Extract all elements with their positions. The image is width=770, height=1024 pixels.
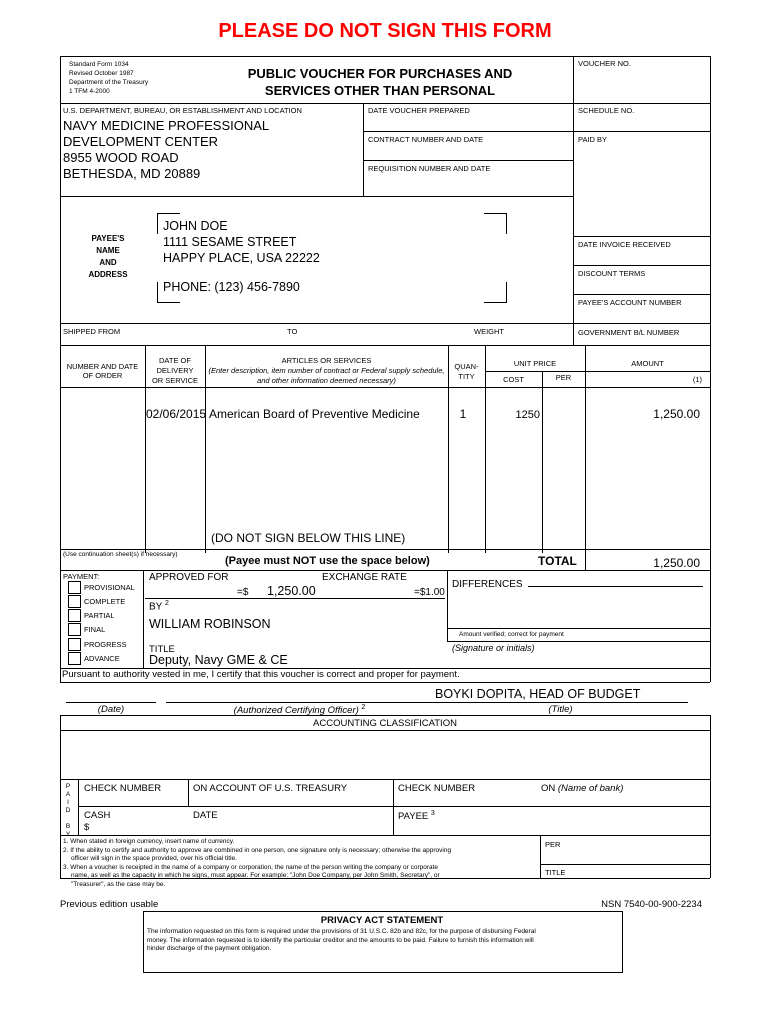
col-number-order xyxy=(60,362,145,380)
advance-checkbox[interactable] xyxy=(68,652,81,665)
continuation-note: (Use continuation sheet(s) if necessary) xyxy=(63,551,178,558)
notes-title-label: TITLE xyxy=(545,868,566,877)
paid-by-letter: Y xyxy=(65,831,71,838)
complete-checkbox[interactable] xyxy=(68,595,81,608)
approved-for-label: APPROVED FOR xyxy=(149,572,229,583)
col-articles-title: ARTICLES OR SERVICES xyxy=(281,356,372,365)
on-bank-label xyxy=(541,783,623,794)
frame-top xyxy=(60,56,710,57)
exchange-rate-label: EXCHANGE RATE xyxy=(322,572,407,583)
differences-label: DIFFERENCES xyxy=(452,579,523,590)
col-date-delivery xyxy=(145,356,205,386)
dept: Department of the Treasury xyxy=(69,79,149,86)
payee-street: 1111 SESAME STREET xyxy=(163,235,297,249)
col-quantity xyxy=(448,362,485,382)
previous-edition: Previous edition usable xyxy=(60,899,159,910)
provisional-checkbox[interactable] xyxy=(68,581,81,594)
row-qty: 1 xyxy=(459,407,467,421)
note-2b: officer will sign in the space provided, over his official title. xyxy=(71,855,237,862)
cash-dollar: $ xyxy=(84,822,90,833)
exchange-rate-value: =$1.00 xyxy=(414,587,445,598)
payee-label xyxy=(68,233,148,281)
col-amount-note: (1) xyxy=(692,375,702,384)
payee-must-not-note: (Payee must NOT use the space below) xyxy=(225,555,430,567)
privacy-line3: hinder discharge of the payment obligation. xyxy=(147,945,272,952)
title-line2: SERVICES OTHER THAN PERSONAL xyxy=(264,83,496,98)
accounting-classification-label: ACCOUNTING CLASSIFICATION xyxy=(313,718,457,729)
on-account-label: ON ACCOUNT OF U.S. TREASURY xyxy=(193,783,348,794)
privacy-line2: money. The information requested is to identify the particular creditor and the amounts to be paid. Failure to furnish this information will xyxy=(147,936,534,944)
row-date: 02/06/2015 xyxy=(146,407,207,421)
requisition-number-label: REQUISITION NUMBER AND DATE xyxy=(368,164,491,173)
total-value: 1,250.00 xyxy=(653,556,700,570)
partial-label: PARTIAL xyxy=(84,611,115,620)
frame-right xyxy=(710,56,711,682)
final-checkbox[interactable] xyxy=(68,623,81,636)
right-col-divider xyxy=(573,56,574,332)
do-not-sign-banner: PLEASE DO NOT SIGN THIS FORM xyxy=(218,20,552,42)
title-caption: (Title) xyxy=(548,704,573,715)
agency-line1: NAVY MEDICINE PROFESSIONAL xyxy=(63,118,270,133)
form-identifier xyxy=(69,60,148,96)
officer-caption-text: (Authorized Certifying Officer) xyxy=(233,705,359,717)
certifying-officer: BOYKI DOPITA, HEAD OF BUDGET xyxy=(435,687,641,701)
weight-label: WEIGHT xyxy=(474,327,504,336)
col-qty-2: TITY xyxy=(458,372,475,381)
paid-date-label: DATE xyxy=(193,810,218,821)
col-date-2: DELIVERY xyxy=(156,366,194,375)
paid-by-letter: I xyxy=(67,799,69,806)
advance-label: ADVANCE xyxy=(84,654,120,663)
shipped-from-label: SHIPPED FROM xyxy=(63,327,121,336)
std-form: Standard Form 1034 xyxy=(69,61,129,68)
total-label: TOTAL xyxy=(538,554,577,568)
discount-terms-label: DISCOUNT TERMS xyxy=(578,269,646,278)
payment-label: PAYMENT: xyxy=(63,572,100,581)
privacy-line1: The information requested on this form is required under the provisions of 31 U.S.C. 82b and 82c, for the purpose of disbursing Federal xyxy=(147,928,536,935)
bracket-bottom-right xyxy=(484,282,507,303)
note-2a: 2. If the ability to certify and authority to approve are combined in one person, one signature only is necessary; otherwise the approving xyxy=(63,846,452,854)
agency-line3: 8955 WOOD ROAD xyxy=(63,150,179,165)
signature-initials-label: (Signature or initials) xyxy=(452,643,535,653)
note-3b: name, as well as the capacity in which he signs, must appear. For example: "John Doe Company, per John Smith, Secretary", or xyxy=(71,872,440,879)
progress-checkbox[interactable] xyxy=(68,638,81,651)
row-amount: 1,250.00 xyxy=(653,407,700,421)
to-label: TO xyxy=(287,327,298,336)
footnotes xyxy=(63,838,451,889)
col-articles xyxy=(205,356,448,386)
agency-address xyxy=(63,118,269,182)
bracket-top-right xyxy=(484,213,507,234)
nsn-number: NSN 7540-00-900-2234 xyxy=(601,899,702,910)
schedule-no-label: SCHEDULE NO. xyxy=(578,106,635,115)
provisional-label: PROVISIONAL xyxy=(84,583,135,592)
paid-by-label: PAID BY xyxy=(578,135,608,144)
date-invoice-received-label: DATE INVOICE RECEIVED xyxy=(578,240,671,249)
agency-label: U.S. DEPARTMENT, BUREAU, OR ESTABLISHMENT AND LOCATION xyxy=(63,106,302,115)
by-sup: 2 xyxy=(164,600,169,607)
approved-amount: 1,250.00 xyxy=(267,584,316,598)
form-title xyxy=(180,65,580,99)
check-number-label: CHECK NUMBER xyxy=(84,783,162,794)
payee-city: HAPPY PLACE, USA 22222 xyxy=(163,251,320,265)
contract-number-label: CONTRACT NUMBER AND DATE xyxy=(368,135,484,144)
payee-label-2: NAME xyxy=(96,246,120,255)
date-caption: (Date) xyxy=(97,704,125,715)
do-not-sign-note: (DO NOT SIGN BELOW THIS LINE) xyxy=(211,531,406,545)
approved-eq: =$ xyxy=(237,587,249,598)
payee-sign-text: PAYEE xyxy=(398,811,429,823)
complete-label: COMPLETE xyxy=(84,597,126,606)
check-number2-label: CHECK NUMBER xyxy=(398,783,476,794)
approver-name: WILLIAM ROBINSON xyxy=(149,617,271,631)
note-3c: "Treasurer", as the case may be. xyxy=(71,880,166,888)
approver-title: Deputy, Navy GME & CE xyxy=(149,653,288,667)
row-cost: 1250 xyxy=(515,409,540,421)
col-unit-price: UNIT PRICE xyxy=(513,359,557,368)
by-label xyxy=(149,600,169,612)
per-label: PER xyxy=(545,840,561,849)
date-voucher-prepared-label: DATE VOUCHER PREPARED xyxy=(368,106,470,115)
partial-checkbox[interactable] xyxy=(68,609,81,622)
revised: Revised October 1987 xyxy=(69,70,134,77)
payee-name: JOHN DOE xyxy=(163,219,228,233)
progress-label: PROGRESS xyxy=(84,640,127,649)
voucher-no-label: VOUCHER NO. xyxy=(578,59,631,68)
col-articles-sub2: and other information deemed necessary) xyxy=(257,376,396,385)
name-of-bank-label: (Name of bank) xyxy=(557,783,624,794)
payee-label-4: ADDRESS xyxy=(88,270,128,279)
payee-label-1: PAYEE'S xyxy=(91,234,125,243)
payee-sign-sup: 3 xyxy=(430,810,435,817)
payee-sign-label xyxy=(398,810,435,822)
col-cost: COST xyxy=(503,375,524,384)
col-qty-1: QUAN- xyxy=(454,362,479,371)
agency-line4: BETHESDA, MD 20889 xyxy=(63,166,201,181)
payee-phone: PHONE: (123) 456-7890 xyxy=(163,280,300,294)
paid-by-vertical-label xyxy=(62,783,74,839)
title-line1: PUBLIC VOUCHER FOR PURCHASES AND xyxy=(247,66,513,81)
payee-account-number-label: PAYEE'S ACCOUNT NUMBER xyxy=(578,298,682,307)
paid-by-letter: D xyxy=(65,807,71,814)
col-amount: AMOUNT xyxy=(631,359,664,368)
col-per: PER xyxy=(555,373,572,382)
amount-verified-label: Amount verified; correct for payment xyxy=(459,631,564,638)
tfm: 1 TFM 4-2000 xyxy=(69,88,110,95)
paid-by-letter-gap xyxy=(62,815,74,823)
col-number-1: NUMBER AND DATE xyxy=(66,362,139,371)
note-1: 1. When stated in foreign currency, insert name of currency. xyxy=(63,838,235,845)
paid-by-letter: A xyxy=(65,791,71,798)
cash-label: CASH xyxy=(84,810,111,821)
privacy-text xyxy=(147,928,536,954)
col-number-2: OF ORDER xyxy=(82,371,123,380)
by-text: BY xyxy=(149,601,163,613)
certify-statement: Pursuant to authority vested in me, I certify that this voucher is correct and proper for payment. xyxy=(62,669,460,680)
final-label: FINAL xyxy=(84,625,106,634)
note-3a: 3. When a voucher is receipted in the name of a company or corporation, the name of the person writing the company or corporate xyxy=(63,863,439,871)
paid-by-letter: P xyxy=(65,783,71,790)
officer-caption-sup: 2 xyxy=(361,704,366,711)
on-label: ON xyxy=(541,783,556,794)
paid-by-letter: B xyxy=(65,823,71,830)
payee-label-3: AND xyxy=(99,258,117,267)
payee-address xyxy=(163,218,320,266)
col-date-1: DATE OF xyxy=(159,356,191,365)
privacy-title: PRIVACY ACT STATEMENT xyxy=(320,915,444,926)
agency-line2: DEVELOPMENT CENTER xyxy=(63,134,219,149)
gov-bl-number-label: GOVERNMENT B/L NUMBER xyxy=(578,328,680,337)
row-description: American Board of Preventive Medicine xyxy=(209,407,420,421)
title-label: TITLE xyxy=(149,644,175,655)
col-articles-sub1: (Enter description, item number of contract or Federal supply schedule, xyxy=(208,366,445,375)
col-date-3: OR SERVICE xyxy=(151,376,199,385)
